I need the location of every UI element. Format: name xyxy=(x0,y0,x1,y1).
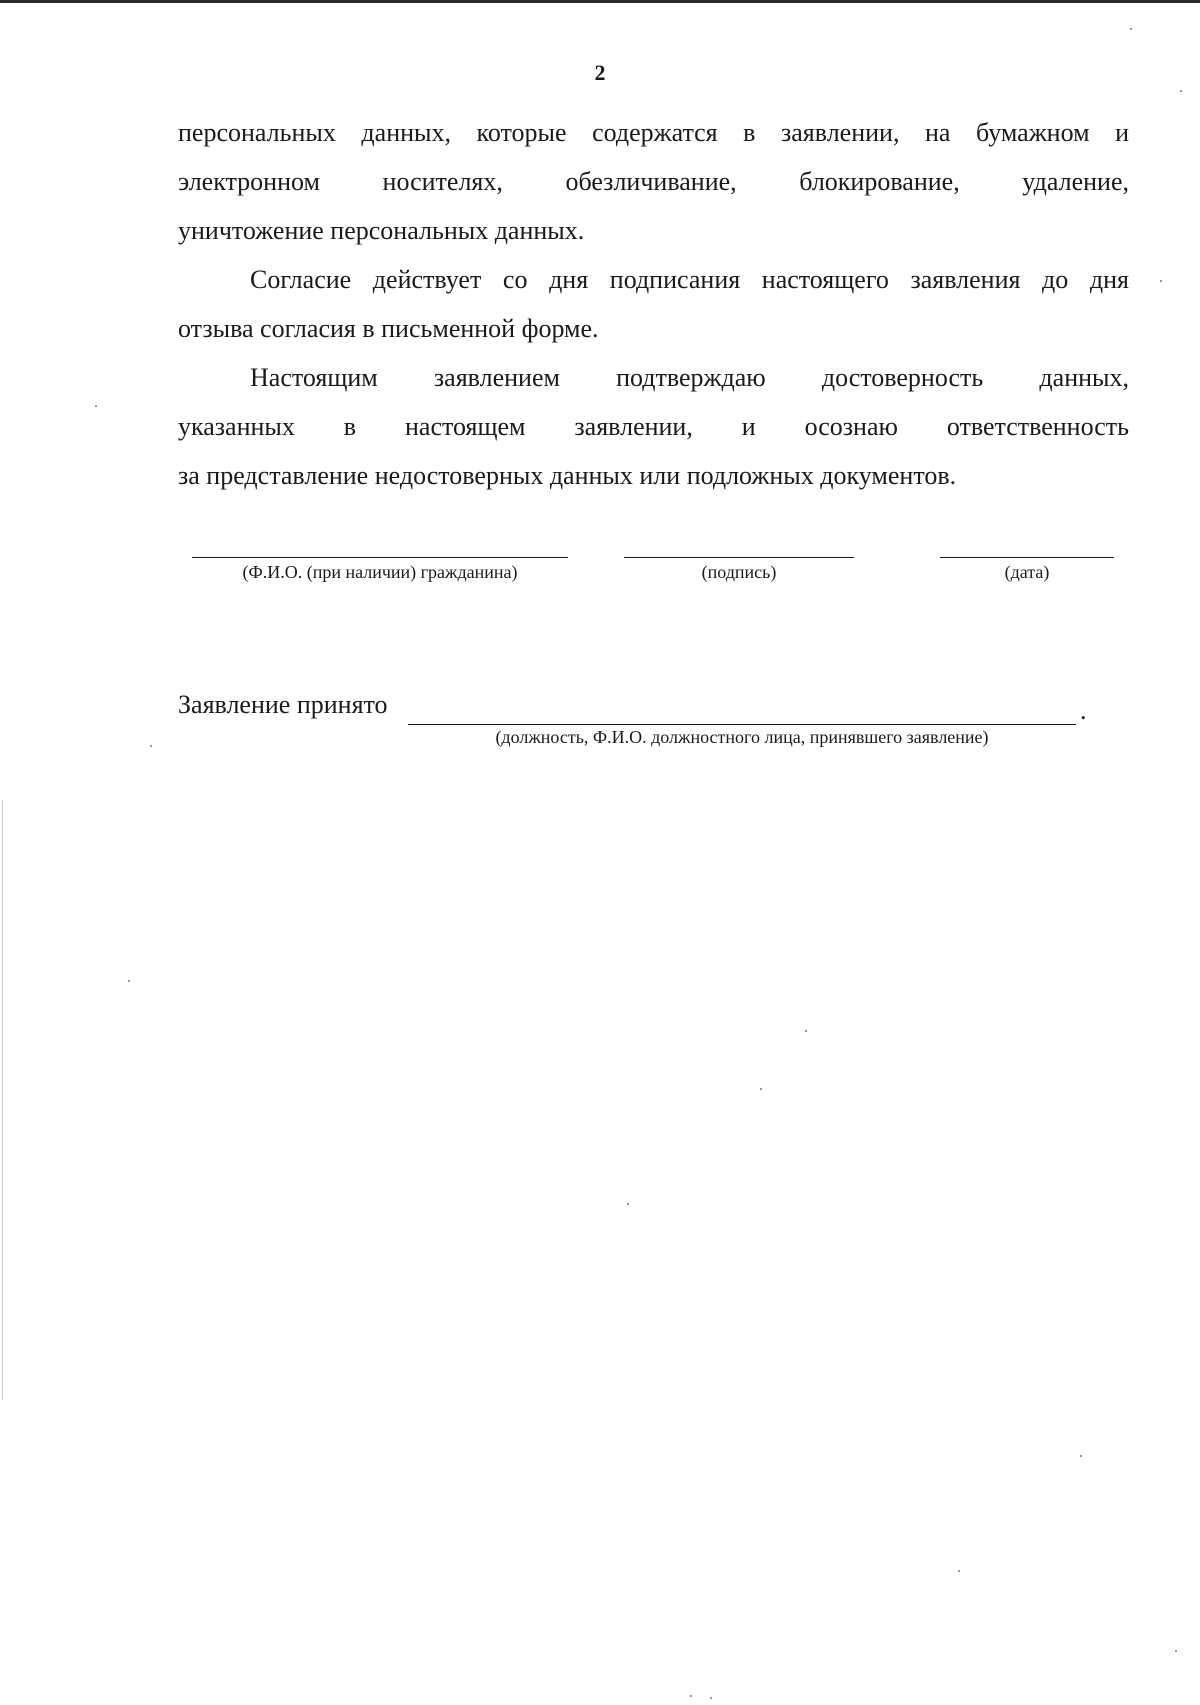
scan-speck xyxy=(128,980,130,982)
scan-speck xyxy=(1130,28,1132,30)
scan-speck xyxy=(1175,1650,1177,1652)
scan-speck xyxy=(690,1695,692,1697)
accepted-label: Заявление принято xyxy=(178,690,388,719)
accepted-by-line xyxy=(408,724,1076,725)
scan-speck xyxy=(95,405,97,407)
scan-speck xyxy=(760,1088,762,1090)
scan-speck xyxy=(710,1697,712,1699)
scan-speck xyxy=(1180,90,1182,92)
paragraph-1-line-2: электронном носителях, обезличивание, блокирование, удаление, xyxy=(178,167,1129,196)
fio-signature-line xyxy=(192,557,568,582)
fio-label: (Ф.И.О. (при наличии) гражданина) xyxy=(242,562,518,582)
paragraph-2-line-1: Согласие действует со дня подписания настоящего заявления до дня xyxy=(250,265,1129,294)
paragraph-3-line-2: указанных в настоящем заявлении, и осознаю ответственность xyxy=(178,412,1129,441)
scan-speck xyxy=(627,1203,629,1205)
scan-speck xyxy=(1080,1455,1082,1457)
scan-speck xyxy=(805,1030,807,1032)
paragraph-3-line-1: Настоящим заявлением подтверждаю достоверность данных, xyxy=(250,363,1129,392)
scan-left-edge xyxy=(2,800,3,1400)
scan-speck xyxy=(1160,280,1162,282)
date-label: (дата) xyxy=(1004,562,1050,582)
signature-line xyxy=(624,557,854,582)
accepted-end-mark: . xyxy=(1080,696,1087,725)
paragraph-1-line-3: уничтожение персональных данных. xyxy=(178,216,585,245)
paragraph-1-line-1: персональных данных, которые содержатся в заявлении, на бумажном и xyxy=(178,118,1129,147)
paragraph-3-line-3: за представление недостоверных данных или подложных документов. xyxy=(178,461,957,490)
scan-top-edge xyxy=(0,0,1200,3)
signature-label: (подпись) xyxy=(701,562,777,582)
page-number: 2 xyxy=(594,60,606,85)
scan-speck xyxy=(958,1570,960,1572)
paragraph-2-line-2: отзыва согласия в письменной форме. xyxy=(178,314,599,343)
body-text xyxy=(178,108,1129,500)
date-line xyxy=(940,557,1114,582)
accepted-caption: (должность, Ф.И.О. должностного лица, принявшего заявление) xyxy=(495,727,989,747)
scan-speck xyxy=(150,745,152,747)
